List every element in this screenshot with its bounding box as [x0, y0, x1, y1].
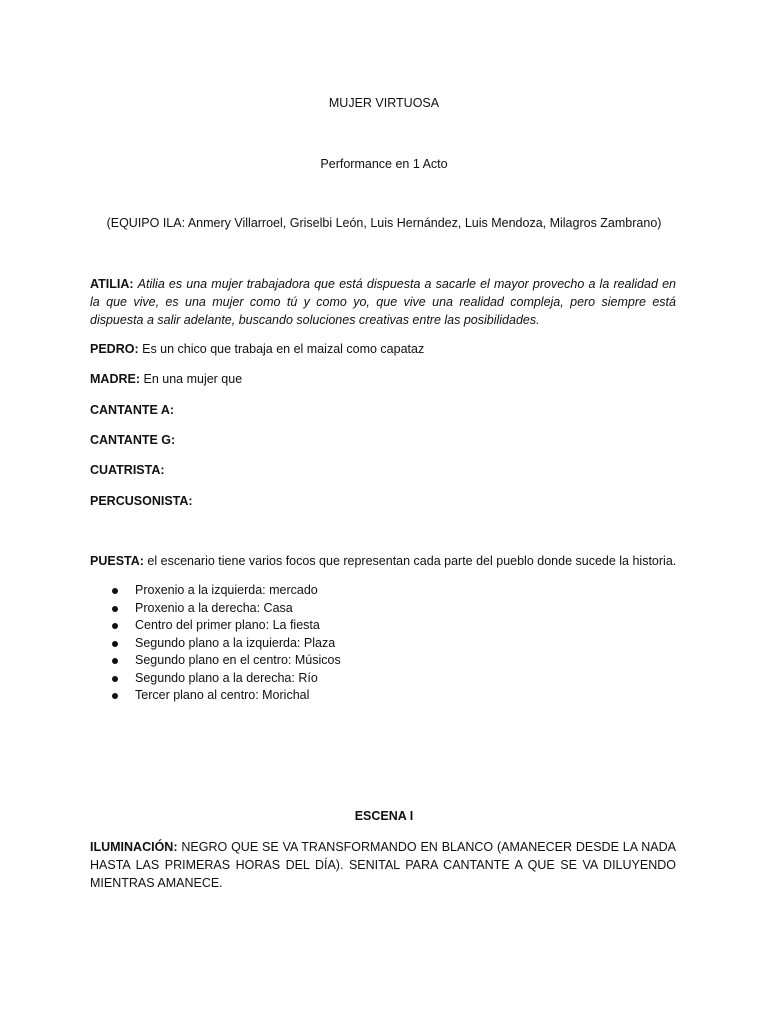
bullet-icon: [112, 658, 118, 664]
character-cantante-a: CANTANTE A:: [90, 403, 175, 417]
character-name: MADRE:: [90, 372, 140, 386]
list-item: Segundo plano en el centro: Músicos: [110, 652, 341, 670]
lighting-text: NEGRO QUE SE VA TRANSFORMANDO EN BLANCO (AMANECER DESDE LA NADA HASTA LAS PRIMERAS HORAS DEL DÍA). SENITAL PARA CANTANTE A QUE SE VA DILUYENDO MIENTRAS AMANECE.: [90, 840, 676, 890]
document-title: MUJER VIRTUOSA: [328, 96, 440, 110]
list-item: Segundo plano a la izquierda: Plaza: [110, 635, 341, 653]
document-subtitle: Performance en 1 Acto: [320, 157, 448, 171]
character-madre: [90, 370, 676, 388]
scene-heading: ESCENA I: [354, 809, 414, 823]
character-name: PEDRO:: [90, 342, 139, 356]
puesta-text: el escenario tiene varios focos que representan cada parte del pueblo donde sucede la historia.: [147, 554, 677, 568]
bullet-icon: [112, 676, 118, 682]
lighting-label: ILUMINACIÓN:: [90, 840, 178, 854]
list-item: Proxenio a la izquierda: mercado: [110, 582, 341, 600]
bullet-icon: [112, 588, 118, 594]
list-item: Proxenio a la derecha: Casa: [110, 600, 341, 618]
list-item: Segundo plano a la derecha: Río: [110, 670, 341, 688]
puesta-paragraph: [90, 552, 676, 570]
character-percusonista: PERCUSONISTA:: [90, 494, 193, 508]
character-cantante-g: CANTANTE G:: [90, 433, 176, 447]
team-credits: (EQUIPO ILA: Anmery Villarroel, Griselbi León, Luis Hernández, Luis Mendoza, Milagros Zambrano): [106, 216, 662, 230]
bullet-icon: [112, 606, 118, 612]
puesta-list: [110, 582, 341, 705]
character-atilia: [90, 275, 676, 329]
character-name: ATILIA:: [90, 277, 134, 291]
character-description: En una mujer que: [143, 372, 243, 386]
scene-lighting: [90, 838, 676, 892]
bullet-icon: [112, 693, 118, 699]
bullet-icon: [112, 623, 118, 629]
character-description: Es un chico que trabaja en el maizal como capataz: [142, 342, 425, 356]
list-item: Centro del primer plano: La fiesta: [110, 617, 341, 635]
puesta-label: PUESTA:: [90, 554, 144, 568]
character-cuatrista: CUATRISTA:: [90, 463, 165, 477]
list-item: Tercer plano al centro: Morichal: [110, 687, 341, 705]
character-description: Atilia es una mujer trabajadora que está dispuesta a sacarle el mayor provecho a la realidad en la que vive, es una mujer como tú y como yo, que vive una realidad compleja, pero siempre está dispuesta a salir adelante, buscando soluciones creativas entre las posibilidades.: [90, 277, 676, 327]
character-pedro: [90, 340, 676, 358]
bullet-icon: [112, 641, 118, 647]
